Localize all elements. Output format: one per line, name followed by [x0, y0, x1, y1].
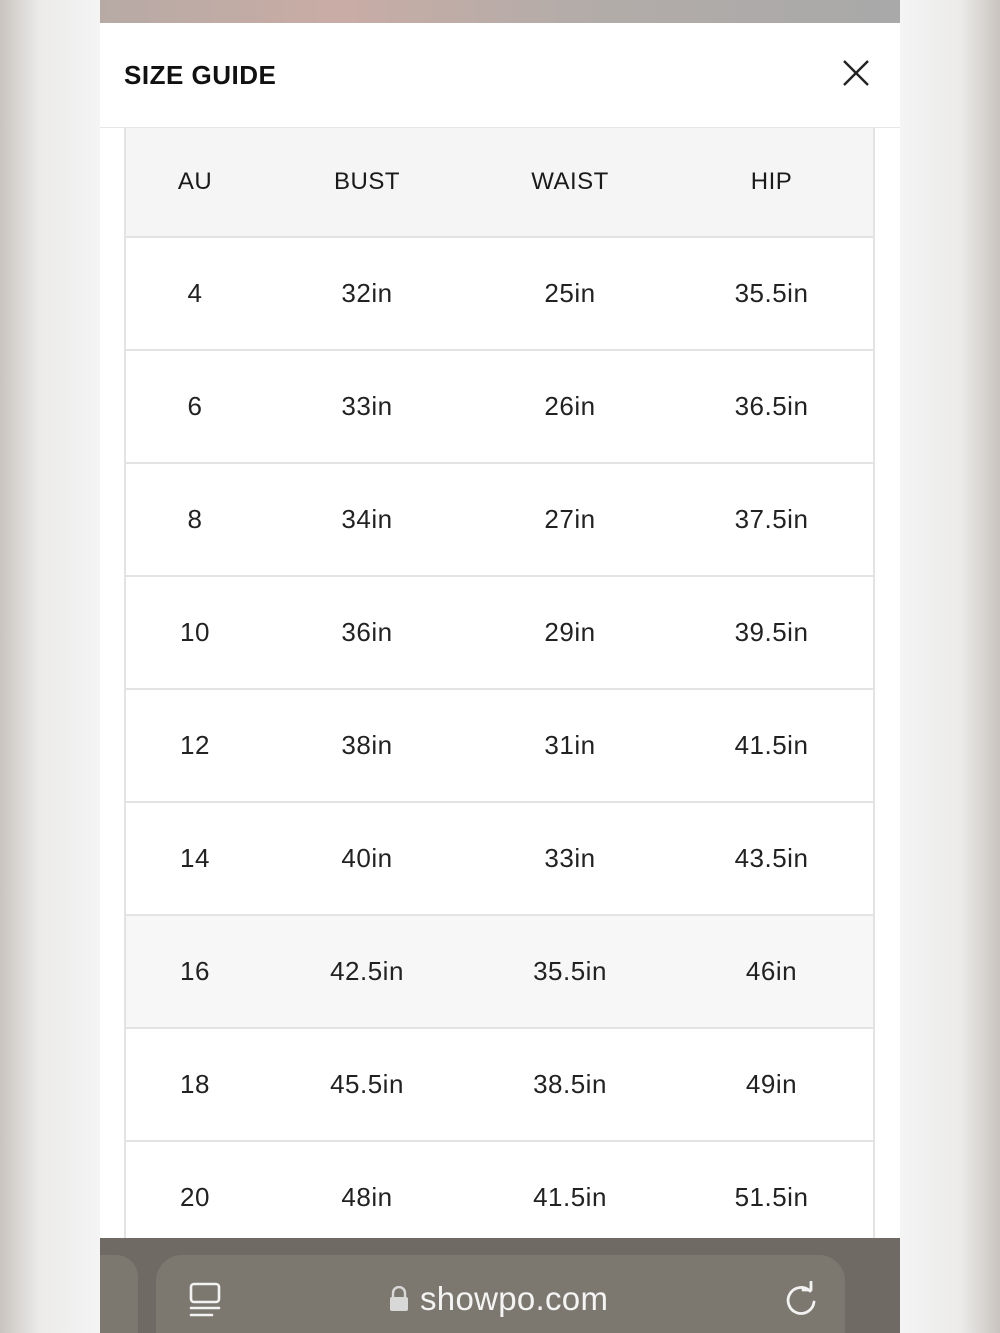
modal-title: SIZE GUIDE — [124, 60, 277, 90]
waist-cell: 31in — [544, 730, 596, 760]
header-hip: HIP — [750, 168, 793, 195]
modal-header — [100, 23, 900, 128]
table-row — [126, 803, 873, 916]
waist-cell: 29in — [544, 617, 596, 647]
size-cell: 14 — [180, 843, 210, 873]
bust-cell: 32in — [341, 278, 393, 308]
previous-tab-stub[interactable] — [100, 1255, 138, 1333]
waist-cell: 41.5in — [533, 1182, 607, 1212]
hip-cell: 41.5in — [734, 730, 809, 760]
waist-cell: 35.5in — [533, 956, 607, 986]
waist-cell: 26in — [544, 391, 596, 421]
bust-cell: 45.5in — [330, 1069, 404, 1099]
table-row — [126, 916, 873, 1029]
table-row — [126, 351, 873, 464]
header-waist: WAIST — [531, 168, 609, 195]
table-header-row — [126, 128, 873, 238]
table-row — [126, 1029, 873, 1142]
waist-cell: 27in — [544, 504, 596, 534]
waist-cell: 33in — [544, 843, 596, 873]
size-table — [124, 128, 875, 1238]
size-cell: 4 — [187, 278, 203, 308]
table-row — [126, 690, 873, 803]
close-button[interactable] — [838, 55, 874, 91]
bust-cell: 40in — [341, 843, 393, 873]
size-cell: 10 — [180, 617, 210, 647]
hip-cell: 43.5in — [734, 843, 809, 873]
table-row — [126, 464, 873, 577]
size-cell: 12 — [180, 730, 210, 760]
size-cell: 16 — [180, 956, 210, 986]
page-behind-modal — [100, 0, 900, 23]
bust-cell: 36in — [341, 617, 393, 647]
tabs-icon[interactable] — [188, 1281, 222, 1319]
hip-cell: 39.5in — [734, 617, 809, 647]
hip-cell: 46in — [745, 956, 798, 986]
hip-cell: 49in — [745, 1069, 798, 1099]
header-au: AU — [177, 168, 213, 195]
size-cell: 18 — [180, 1069, 210, 1099]
size-guide-modal — [100, 23, 900, 1238]
bust-cell: 34in — [341, 504, 393, 534]
waist-cell: 38.5in — [533, 1069, 607, 1099]
bust-cell: 38in — [341, 730, 393, 760]
lock-icon — [389, 1286, 409, 1312]
background-right — [900, 0, 1000, 1333]
bust-cell: 33in — [341, 391, 393, 421]
size-cell: 8 — [187, 504, 203, 534]
reload-icon[interactable] — [783, 1281, 819, 1319]
background-left — [0, 0, 100, 1333]
bust-cell: 42.5in — [330, 956, 404, 986]
address-bar-url[interactable]: showpo.com — [420, 1280, 609, 1317]
size-cell: 20 — [180, 1182, 210, 1212]
bust-cell: 48in — [341, 1182, 393, 1212]
close-icon — [842, 59, 870, 87]
header-bust: BUST — [333, 168, 400, 195]
hip-cell: 35.5in — [734, 278, 809, 308]
hip-cell: 51.5in — [734, 1182, 809, 1212]
waist-cell: 25in — [544, 278, 596, 308]
table-row — [126, 1142, 873, 1238]
hip-cell: 37.5in — [734, 504, 809, 534]
table-row — [126, 577, 873, 690]
size-cell: 6 — [187, 391, 203, 421]
table-row — [126, 238, 873, 351]
hip-cell: 36.5in — [734, 391, 809, 421]
